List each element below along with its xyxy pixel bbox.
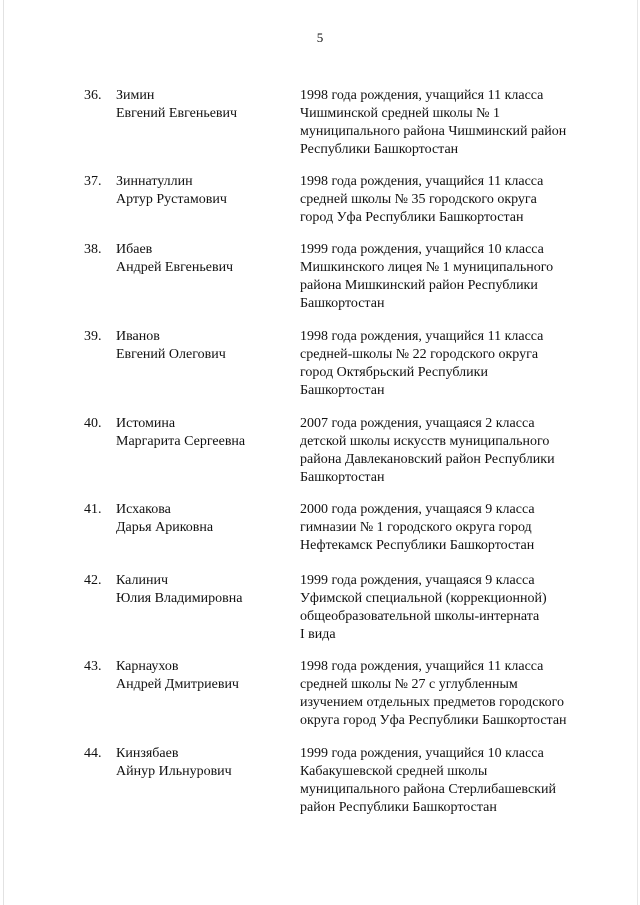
entry-surname: Калинич [116, 573, 168, 588]
entry-surname: Исхакова [116, 502, 171, 517]
entry-description-line: город Уфа Республики Башкортостан [300, 210, 524, 225]
entry-description-line: 1999 года рождения, учащийся 10 класса [300, 242, 544, 257]
entry-name [116, 87, 286, 123]
entry-surname: Истомина [116, 416, 176, 431]
entry-description-line: 1998 года рождения, учащийся 11 класса [300, 659, 544, 674]
entry-given-names: Маргарита Сергеевна [116, 434, 246, 449]
entry-description-line: I вида [300, 627, 336, 642]
entry-description [300, 745, 620, 817]
entry-number: 41. [84, 502, 102, 517]
entry-description-line: город Октябрьский Республики [300, 365, 488, 380]
entry-description-line: средней-школы № 22 городского округа [300, 347, 539, 362]
entry-description-line: муниципального района Чишминский район [300, 124, 567, 139]
entry-description-line: изучением отдельных предметов городского [300, 695, 564, 710]
entry-name [116, 501, 286, 537]
entry-given-names: Артур Рустамович [116, 192, 227, 207]
entry-description [300, 501, 620, 555]
entry-description-line: 1999 года рождения, учащийся 10 класса [300, 746, 544, 761]
entry-given-names: Андрей Евгеньевич [116, 260, 234, 275]
entry-description-line: Кабакушевской средней школы [300, 764, 488, 779]
entry-description-line: Чишминской средней школы № 1 [300, 106, 501, 121]
entry-given-names: Евгений Олегович [116, 347, 226, 362]
entry-surname: Ибаев [116, 242, 153, 257]
entry-description-line: средней школы № 35 городского округа [300, 192, 537, 207]
scan-edge-left [3, 0, 4, 905]
entry-description-line: Республики Башкортостан [300, 142, 459, 157]
entry-surname: Иванов [116, 329, 160, 344]
entry-description-line: Башкортостан [300, 470, 385, 485]
entry-description-line: 2000 года рождения, учащаяся 9 класса [300, 502, 535, 517]
scan-edge-right [637, 0, 638, 905]
entry-description-line: детской школы искусств муниципального [300, 434, 550, 449]
entry-name [116, 745, 286, 781]
entry-description-line: Мишкинского лицея № 1 муниципального [300, 260, 554, 275]
entry-number: 43. [84, 659, 102, 674]
entry-name [116, 328, 286, 364]
entry-given-names: Андрей Дмитриевич [116, 677, 239, 692]
page-number: 5 [316, 30, 324, 45]
entry-description-line: округа город Уфа Республики Башкортостан [300, 713, 567, 728]
entry-description-line: муниципального района Стерлибашевский [300, 782, 556, 797]
entry-description [300, 328, 620, 400]
entry-given-names: Евгений Евгеньевич [116, 106, 238, 121]
entry-number: 39. [84, 329, 102, 344]
entry-surname: Зимин [116, 88, 155, 103]
entry-name [116, 173, 286, 209]
entry-given-names: Дарья Ариковна [116, 520, 214, 535]
entry-name [116, 572, 286, 608]
entry-number: 37. [84, 174, 102, 189]
entry-description [300, 87, 620, 159]
entry-description [300, 658, 620, 730]
entry-number: 40. [84, 416, 102, 431]
entry-description-line: района Мишкинский район Республики [300, 278, 538, 293]
entry-description-line: 1998 года рождения, учащийся 11 класса [300, 88, 544, 103]
entry-description-line: района Давлекановский район Республики [300, 452, 555, 467]
entry-given-names: Юлия Владимировна [116, 591, 243, 606]
entry-description [300, 415, 620, 487]
entry-number: 44. [84, 746, 102, 761]
entry-description [300, 572, 620, 644]
entry-description-line: общеобразовательной школы-интерната [300, 609, 540, 624]
entry-description-line: средней школы № 27 с углубленным [300, 677, 518, 692]
entry-description-line: Башкортостан [300, 383, 385, 398]
entry-name [116, 415, 286, 451]
entry-number: 42. [84, 573, 102, 588]
entry-description-line: 1999 года рождения, учащаяся 9 класса [300, 573, 535, 588]
entry-description-line: Нефтекамск Республики Башкортостан [300, 538, 535, 553]
entry-description [300, 241, 620, 313]
entry-description-line: 1998 года рождения, учащийся 11 класса [300, 329, 544, 344]
entry-number: 38. [84, 242, 102, 257]
entry-description-line: 2007 года рождения, учащаяся 2 класса [300, 416, 535, 431]
entry-surname: Зиннатуллин [116, 174, 193, 189]
entry-name [116, 658, 286, 694]
entry-description-line: район Республики Башкортостан [300, 800, 497, 815]
entry-description-line: Уфимской специальной (коррекционной) [300, 591, 547, 606]
entry-description [300, 173, 620, 227]
entry-number: 36. [84, 88, 102, 103]
entry-description-line: Башкортостан [300, 296, 385, 311]
entry-description-line: 1998 года рождения, учащийся 11 класса [300, 174, 544, 189]
entry-name [116, 241, 286, 277]
entry-description-line: гимназии № 1 городского округа город [300, 520, 532, 535]
entry-surname: Карнаухов [116, 659, 179, 674]
entry-given-names: Айнур Ильнурович [116, 764, 232, 779]
entry-surname: Кинзябаев [116, 746, 179, 761]
